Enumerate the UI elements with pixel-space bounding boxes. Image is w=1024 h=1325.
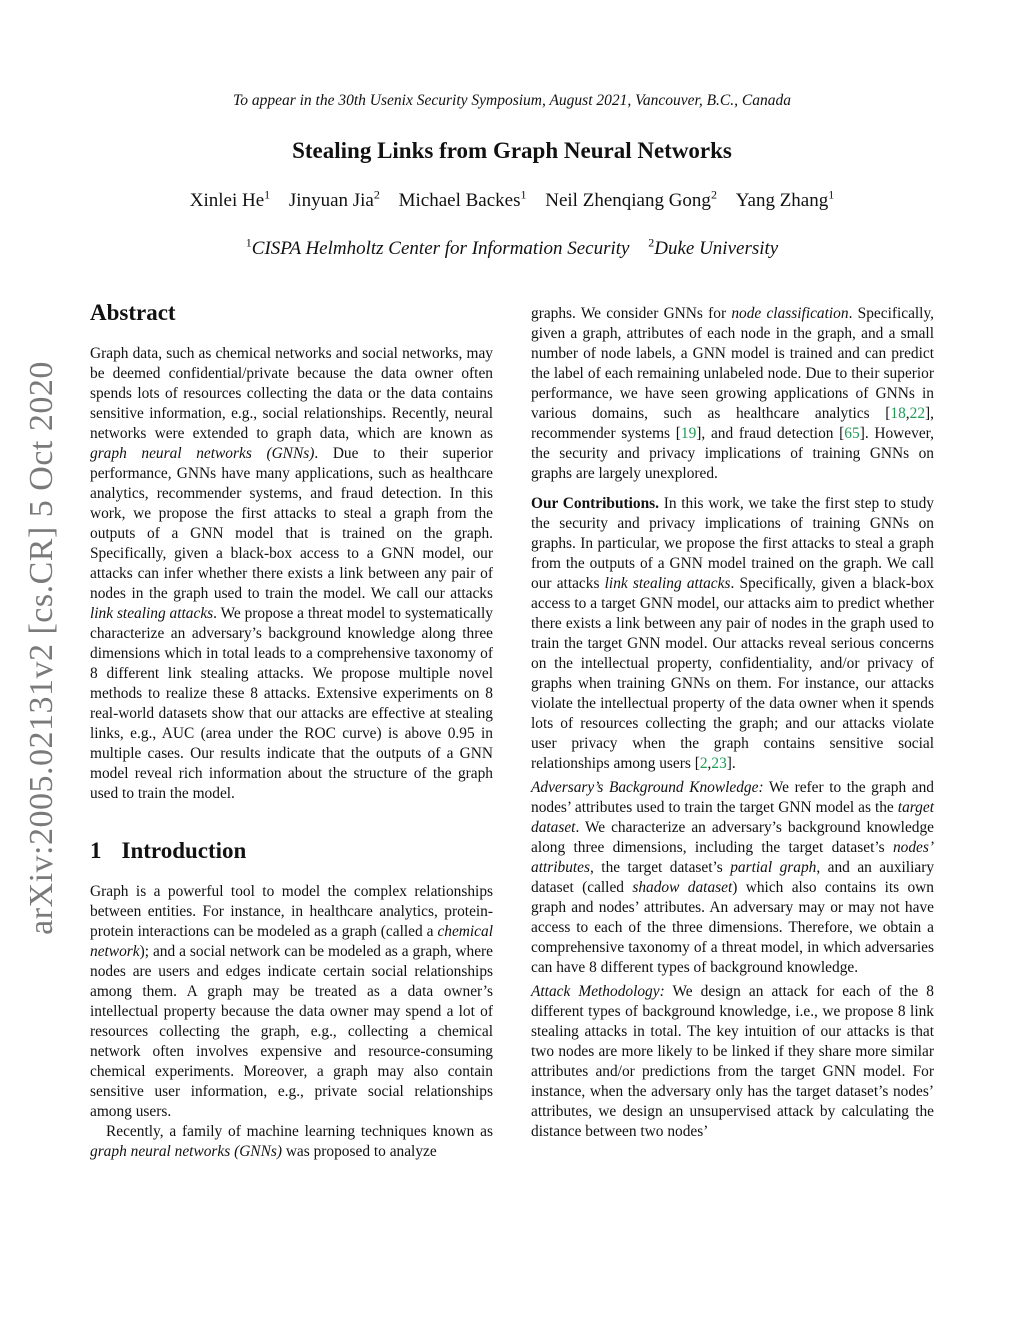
intro-paragraph: Graph is a powerful tool to model the complex relationships between entities. For instance, in healthcare analytics, protein-protein interactions can be modeled as a graph (called a chemical network); and a social network can be modeled as a graph, where nodes are users and edges indicate certain social relationships among them. A graph may be treated as a data owner’s intellectual property because the data owner may spend a lot of resources collecting the graph, e.g., collecting a chemical network often involves expensive and resource-consuming chemical experiments. Moreover, a graph may also contain sensitive user information, e.g., private social relationships among users. bbox=[90, 883, 493, 1120]
contributions-heading: Our Contributions. bbox=[531, 495, 660, 512]
affiliation: $^1$CISPA Helmholtz Center for Information Security bbox=[245, 236, 630, 260]
affiliation-list bbox=[0, 236, 1024, 260]
right-column bbox=[531, 304, 934, 1142]
author-list bbox=[0, 188, 1024, 212]
citation-link[interactable]: 18 bbox=[890, 405, 906, 422]
intro-paragraph: Recently, a family of machine learning techniques known as graph neural networks (GNNs) was proposed to analyze bbox=[90, 1123, 493, 1160]
author: Neil Zhenqiang Gong$^2$ bbox=[545, 188, 717, 212]
background-knowledge-heading: Adversary’s Background Knowledge: bbox=[531, 779, 764, 796]
background-knowledge-paragraph: Adversary’s Background Knowledge: We refer to the graph and nodes’ attributes used to train the target GNN model as the target dataset. We characterize an adversary’s background knowledge along three dimensions, including the target dataset’s nodes’ attributes, the target dataset’s partial graph, and an auxiliary dataset (called shadow dataset) which also contains its own graph and nodes’ attributes. An adversary may or may not have access to each of the three dimensions. Therefore, we obtain a comprehensive taxonomy of a threat model, in which adversaries can have 8 different types of background knowledge. bbox=[531, 779, 935, 976]
affiliation: $^2$Duke University bbox=[648, 236, 779, 260]
paper-title: Stealing Links from Graph Neural Networks bbox=[292, 138, 732, 163]
attack-methodology-heading: Attack Methodology: bbox=[531, 983, 665, 1000]
attack-methodology-paragraph: Attack Methodology: We design an attack for each of the 8 different types of background knowledge, i.e., we propose 8 link stealing attacks in total. The key intuition of our attacks is that two nodes are more likely to be linked if they share more similar attributes and/or predictions from the target GNN model. For instance, when the adversary only has the target dataset’s nodes’ attributes, we design an unsupervised attack by calculating the distance between two nodes’ bbox=[531, 983, 934, 1140]
author: Yang Zhang$^1$ bbox=[735, 188, 835, 212]
introduction-heading: 1 Introduction bbox=[90, 838, 247, 863]
intro-continuation: graphs. We consider GNNs for node classification. Specifically, given a graph, attributes of each node in the graph, and a small number of node labels, a GNN model is trained and can predict the label of each remaining unlabeled node. Due to their superior performance, we have seen growing applications of GNNs in various domains, such as healthcare analytics [18,22], recommender systems [19], and fraud detection [65]. However, the security and privacy implications of training GNNs on graphs are largely unexplored. bbox=[531, 305, 935, 482]
author: Xinlei He$^1$ bbox=[189, 188, 271, 212]
arxiv-stamp: arXiv:2005.02131v2 [cs.CR] 5 Oct 2020 bbox=[23, 361, 60, 935]
left-column bbox=[90, 298, 493, 1162]
abstract-heading: Abstract bbox=[90, 300, 176, 325]
citation-link[interactable]: 19 bbox=[680, 425, 697, 442]
contributions-paragraph: Our Contributions. In this work, we take the first step to study the security and privacy implications of training GNNs on graphs. In particular, we propose the first attacks to steal a graph from the outputs of a GNN model trained on the graph. We call our attacks link stealing attacks. Specifically, given a black-box access to a target GNN model, our attacks aim to predict whether there exists a link between any pair of nodes in the graph used to train the target GNN model. Our attacks reveal serious concerns on the intellectual property, confidentiality, and/or privacy of graphs when training GNNs on them. For instance, our attacks violate the intellectual property of the data owner when it spends lots of resources collecting the graph; and our attacks violate user privacy when the graph contains sensitive social relationships among users [2,23]. bbox=[531, 495, 934, 772]
author: Jinyuan Jia$^2$ bbox=[288, 188, 380, 212]
citation-link[interactable]: 2 bbox=[699, 755, 708, 772]
citation-link[interactable]: 65 bbox=[844, 425, 860, 442]
abstract-text: Graph data, such as chemical networks and social networks, may be deemed confidential/private because the data owner often spends lots of resources collecting the data or the data contains sensitive information, e.g., social relationships. Recently, neural networks were extended to graph data, which are known as graph neural networks (GNNs). Due to their superior performance, GNNs have many applications, such as healthcare analytics, recommender systems, and fraud detection. In this work, we propose the first attacks to steal a graph from the outputs of a GNN model that is trained on the graph. Specifically, given a black-box access to a GNN model, our attacks can infer whether there exists a link between any pair of nodes in the graph used to train the model. We call our attacks link stealing attacks. We propose a threat model to systematically characterize an adversary’s background knowledge along three dimensions which in total leads to a comprehensive taxonomy of 8 different link stealing attacks. We propose multiple novel methods to realize these 8 attacks. Extensive experiments on 8 real-world datasets show that our attacks are effective at stealing links, e.g., AUC (area under the ROC curve) is above 0.95 in multiple cases. Our results indicate that the outputs of a GNN model reveal rich information about the structure of the graph used to train the model. bbox=[90, 345, 493, 802]
author: Michael Backes$^1$ bbox=[398, 188, 527, 212]
citation-link[interactable]: 23 bbox=[711, 755, 727, 772]
citation-link[interactable]: 22 bbox=[909, 405, 926, 422]
venue-line: To appear in the 30th Usenix Security Symposium, August 2021, Vancouver, B.C., Canada bbox=[233, 92, 791, 109]
